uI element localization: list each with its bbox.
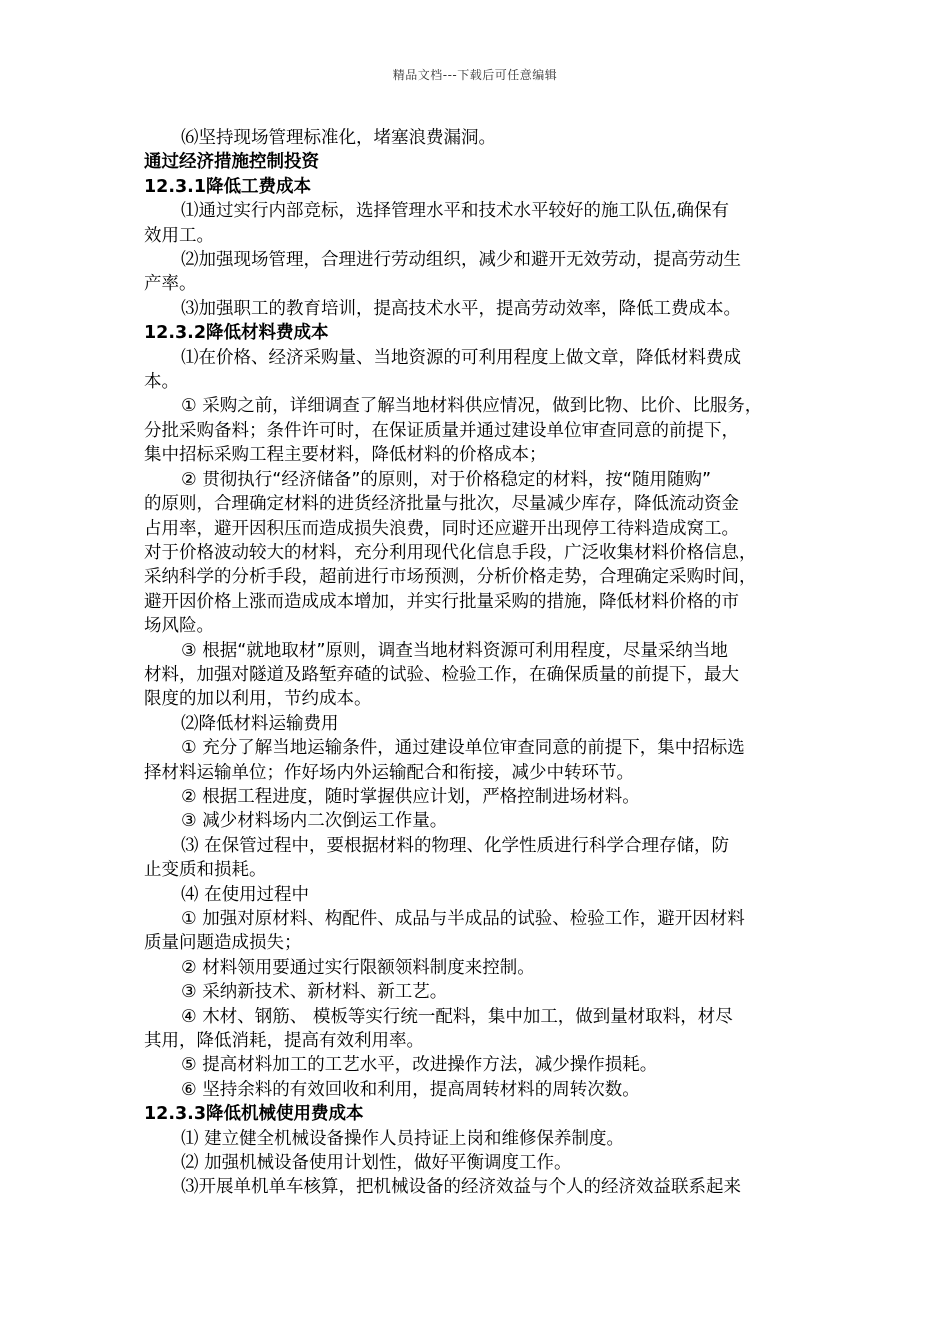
section-heading: 12.3.3降低机械使用费成本: [144, 1104, 364, 1125]
text-line: ① 充分了解当地运输条件，通过建设单位审查同意的前提下，集中招标选: [181, 738, 745, 759]
text-line: ⑤ 提高材料加工的工艺水平，改进操作方法，减少操作损耗。: [181, 1055, 658, 1076]
text-line: 择材料运输单位；作好场内外运输配合和衔接，减少中转环节。: [144, 762, 634, 783]
page-header: 精品文档---下载后可任意编辑: [392, 68, 558, 82]
text-line: ② 贯彻执行“经济储备”的原则，对于价格稳定的材料，按“随用随购”: [181, 469, 712, 490]
text-line: 对于价格波动较大的材料，充分利用现代化信息手段，广泛收集材料价格信息，: [144, 542, 757, 563]
text-line: 其用，降低消耗，提高有效利用率。: [144, 1031, 424, 1052]
text-line: 材料，加强对隧道及路堑弃碴的试验、检验工作，在确保质量的前提下，最大: [144, 664, 739, 685]
text-line: 分批采购备料；条件许可时，在保证质量并通过建设单位审查同意的前提下，: [144, 420, 739, 441]
text-line: ② 根据工程进度，随时掌握供应计划，严格控制进场材料。: [181, 786, 640, 807]
text-line: 质量问题造成损失；: [144, 933, 302, 954]
text-line: ④ 木材、钢筋、 模板等实行统一配料，集中加工，做到量材取料，材尽: [181, 1006, 733, 1027]
text-line: ③ 根据“就地取材”原则，调查当地材料资源可利用程度，尽量采纳当地: [181, 640, 728, 661]
text-line: ⑶ 在保管过程中，要根据材料的物理、化学性质进行科学合理存储，防: [181, 835, 730, 856]
text-line: 产率。: [144, 274, 197, 295]
text-line: 集中招标采购工程主要材料，降低材料的价格成本；: [144, 445, 547, 466]
text-line: ① 采购之前，详细调查了解当地材料供应情况，做到比物、比价、比服务，: [181, 396, 763, 417]
text-line: ③ 减少材料场内二次倒运工作量。: [181, 811, 448, 832]
text-line: ⑴ 建立健全机械设备操作人员持证上岗和维修保养制度。: [181, 1128, 625, 1149]
text-line: 的原则，合理确定材料的进货经济批量与批次，尽量减少库存，降低流动资金: [144, 494, 739, 515]
text-line: 本。: [144, 372, 179, 393]
text-line: ⑷ 在使用过程中: [181, 884, 310, 905]
text-line: 限度的加以利用，节约成本。: [144, 689, 372, 710]
text-line: ⑶加强职工的教育培训，提高技术水平，提高劳动效率，降低工费成本。: [181, 298, 741, 319]
text-line: ⑵降低材料运输费用: [181, 713, 339, 734]
text-line: 避开因价格上涨而造成成本增加，并实行批量采购的措施，降低材料价格的市: [144, 591, 739, 612]
text-line: 采纳科学的分析手段，超前进行市场预测，分析价格走势，合理确定采购时间，: [144, 567, 757, 588]
text-line: ⑥ 坚持余料的有效回收和利用，提高周转材料的周转次数。: [181, 1079, 640, 1100]
text-line: ⑴在价格、经济采购量、当地资源的可利用程度上做文章，降低材料费成: [181, 347, 741, 368]
text-line: 占用率，避开因积压而造成损失浪费，同时还应避开出现停工待料造成窝工。: [144, 518, 739, 539]
text-line: ⑵ 加强机械设备使用计划性，做好平衡调度工作。: [181, 1153, 572, 1174]
section-heading: 通过经济措施控制投资: [144, 152, 319, 173]
section-heading: 12.3.1降低工费成本: [144, 176, 312, 197]
text-line: ⑴通过实行内部竞标，选择管理水平和技术水平较好的施工队伍,确保有: [181, 201, 730, 222]
text-line: ① 加强对原材料、构配件、成品与半成品的试验、检验工作，避开因材料: [181, 909, 745, 929]
text-line: ⑹坚持现场管理标准化，堵塞浪费漏洞。: [181, 128, 496, 148]
text-line: ③ 采纳新技术、新材料、新工艺。: [181, 982, 448, 1003]
text-line: 效用工。: [144, 225, 214, 246]
text-line: ⑵加强现场管理，合理进行劳动组织，减少和避开无效劳动，提高劳动生: [181, 250, 741, 271]
text-line: ⑶开展单机单车核算，把机械设备的经济效益与个人的经济效益联系起来: [181, 1177, 741, 1198]
text-line: ② 材料领用要通过实行限额领料制度来控制。: [181, 957, 535, 978]
text-line: 场风险。: [144, 616, 214, 637]
document-body: [144, 126, 814, 1200]
text-line: 止变质和损耗。: [144, 860, 267, 881]
section-heading: 12.3.2降低材料费成本: [144, 323, 329, 344]
